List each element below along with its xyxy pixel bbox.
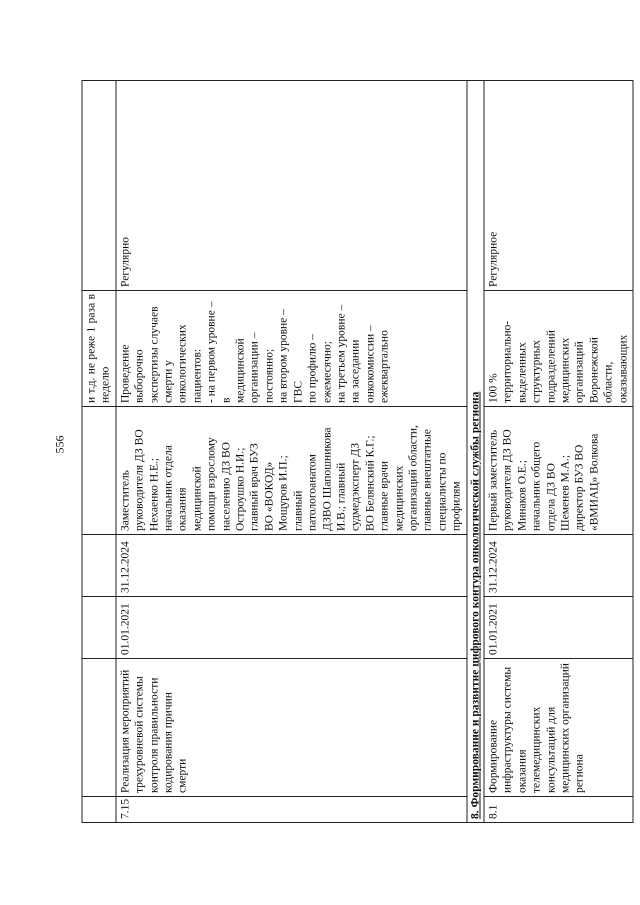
table-row-8-1 (484, 81, 633, 823)
result-line: смерти у онкологических (162, 324, 189, 403)
responsible-line: руководителя ДЗ ВО (133, 429, 146, 531)
responsible-line: руководителя ДЗ ВО (501, 429, 514, 531)
responsible-line: специалисты по (436, 452, 449, 531)
responsible-line: Первый заместитель (487, 429, 500, 531)
result-line: 100 % территориально- (487, 320, 514, 403)
result-line: Воронежской области, (588, 337, 615, 403)
activity-cell: Формирование инфраструктуры системы оказания телемедицинских консультаций для медицинских организаций региона (484, 659, 633, 797)
result-line: организации – (248, 332, 261, 403)
responsible-line: патологоанатом (306, 454, 319, 531)
responsible-line: главный врач БУЗ (248, 443, 261, 531)
responsible-line: главные внештатные (421, 429, 434, 531)
responsible-line: профилям (450, 481, 463, 531)
responsible-line: отдела ДЗ ВО (545, 463, 558, 531)
result-line: подразделений (545, 330, 558, 403)
result-line: медицинских (559, 337, 572, 403)
result-line: онкокомиссии – (364, 325, 377, 403)
responsible-line: помощи взрослому (205, 437, 218, 531)
result-line: медицинской (234, 338, 247, 403)
page-number: 556 (52, 435, 67, 454)
result-line: оказывающих (617, 334, 630, 403)
table-row-continuation (82, 81, 116, 823)
responsible-line: главные врачи (378, 460, 391, 531)
result-line: на заседании (349, 339, 362, 403)
responsible-line: ВО Белянский К.Г.; (364, 435, 377, 531)
responsible-line: ДЗВО Шапошникова (321, 427, 333, 531)
cell-start (82, 597, 116, 659)
result-line: организаций (573, 341, 586, 403)
responsible-line: Шеменев М.А.; (559, 454, 572, 531)
rotated-table-page (82, 81, 630, 823)
responsible-line: судмедэксперт ДЗ (349, 442, 362, 531)
result-line: выделенных (516, 342, 529, 403)
result-line: пациентов: (191, 348, 204, 403)
responsible-line: оказания (176, 487, 189, 531)
responsible-line: Мощуров И.П.; (277, 455, 290, 531)
responsible-line: И.В.; главный (335, 462, 348, 531)
result-line: Проведение выборочно (119, 344, 146, 403)
cell-result: и т.д. не реже 1 раза в неделю (82, 291, 116, 407)
responsible-line: Остроушко Н.И.; (234, 447, 247, 531)
responsible-line: директор БУЗ ВО (573, 444, 586, 531)
frequency-cell: Регулярное (484, 81, 633, 291)
responsible-line: Минаков О.Е.; (516, 460, 529, 531)
row-number: 8.1 (484, 797, 633, 823)
result-line: по профилю – (306, 334, 319, 403)
responsible-line: начальник отдела (162, 445, 175, 531)
end-date-cell: 31.12.2024 (116, 535, 467, 597)
responsible-cell (116, 407, 467, 535)
result-line: ежемесячно; (321, 341, 333, 403)
start-date-cell: 01.01.2021 (484, 597, 633, 659)
responsible-line: «ВМИАЦ» Волкова (588, 433, 601, 531)
responsible-line: медицинских (393, 465, 406, 531)
end-date-cell: 31.12.2024 (484, 535, 633, 597)
cell-responsible (82, 407, 116, 535)
plan-table (82, 80, 634, 823)
result-line: постоянно; (263, 348, 276, 403)
result-line: на третьем уровне – (335, 304, 348, 403)
responsible-line: Нехаенко Н.Е.; (148, 457, 161, 531)
cell-activity (82, 659, 116, 797)
section-header-row (467, 81, 484, 823)
cell-end (82, 535, 116, 597)
result-line: - на первом уровне – в (205, 301, 233, 403)
result-cell (484, 291, 633, 407)
responsible-line: главный (292, 490, 305, 531)
responsible-line: Заместитель (119, 470, 132, 531)
activity-cell: Реализация мероприятий трехуровневой системы контроля правильности кодирования причин смерти (116, 659, 467, 797)
row-number: 7.15 (116, 797, 467, 823)
table-row-7-15 (116, 81, 467, 823)
responsible-cell (484, 407, 633, 535)
start-date-cell: 01.01.2021 (116, 597, 467, 659)
result-line: экспертизы случаев (148, 306, 161, 403)
result-line: на втором уровне – ГВС (277, 309, 305, 403)
responsible-line: ВО «ВОКОД» (263, 461, 276, 531)
result-line: ежеквартально (378, 330, 391, 403)
result-line: структурных (530, 339, 543, 403)
responsible-line: организаций области, (407, 425, 420, 531)
responsible-line: медицинской (191, 466, 204, 531)
cell-num (82, 797, 116, 823)
cell-frequency (82, 81, 116, 291)
result-cell (116, 291, 467, 407)
frequency-cell: Регулярно (116, 81, 467, 291)
responsible-line: начальник общего (530, 441, 543, 531)
section-title: 8. Формирование и развитие цифрового контура онкологической службы региона (467, 81, 484, 823)
responsible-line: населению ДЗ ВО (220, 442, 233, 531)
